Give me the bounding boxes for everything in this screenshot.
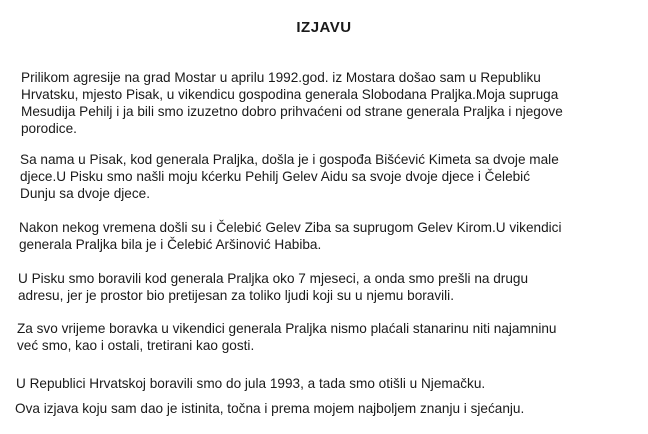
paragraph-line: Sa nama u Pisak, kod generala Praljka, došla je i gospođa Bišćević Kimeta sa dvoje male [20,152,559,167]
paragraph-line: djece.U Pisku smo našli moju kćerku Pehilj Gelev Aidu sa svoje dvoje djece i Čelebić [20,169,531,184]
paragraph-line: Mesudija Pehilj i ja bili smo izuzetno dobro prihvaćeni od strane generala Praljka i njegove [21,104,563,119]
paragraph-3 [19,219,561,253]
paragraph-1 [21,69,563,137]
paragraph-line: Ova izjava koju sam dao je istinita, točna i prema mojem najboljem znanju i sjećanju. [15,401,525,416]
paragraph-line: Za svo vrijeme boravka u vikendici generala Praljka nismo plaćali stanarinu niti najamninu [17,321,557,336]
paragraph-6 [16,375,485,392]
paragraph-4 [18,270,528,304]
paragraph-line: Dunju sa dvoje djece. [20,186,150,201]
paragraph-line: generala Praljka bila je i Čelebić Aršinović Habiba. [19,237,322,252]
paragraph-7 [15,400,524,417]
paragraph-line: Prilikom agresije na grad Mostar u aprilu 1992.god. iz Mostara došao sam u Republiku [21,70,541,85]
paragraph-line: adresu, jer je prostor bio pretijesan za toliko ljudi koji su u njemu boravili. [18,288,454,303]
paragraph-line: porodice. [21,121,77,136]
paragraph-2 [20,151,559,202]
paragraph-line: Hrvatsku, mjesto Pisak, u vikendicu gospodina generala Slobodana Praljka.Moja supruga [21,87,559,102]
paragraph-line: već smo, kao i ostali, tretirani kao gosti. [17,338,255,353]
paragraph-5 [17,320,556,354]
document-title: IZJAVU [296,19,352,36]
paragraph-line: U Republici Hrvatskoj boravili smo do jula 1993, a tada smo otišli u Njemačku. [16,376,486,391]
paragraph-line: Nakon nekog vremena došli su i Čelebić Gelev Ziba sa suprugom Gelev Kirom.U vikendici [19,220,562,235]
paragraph-line: U Pisku smo boravili kod generala Praljka oko 7 mjeseci, a onda smo prešli na drugu [18,271,529,286]
